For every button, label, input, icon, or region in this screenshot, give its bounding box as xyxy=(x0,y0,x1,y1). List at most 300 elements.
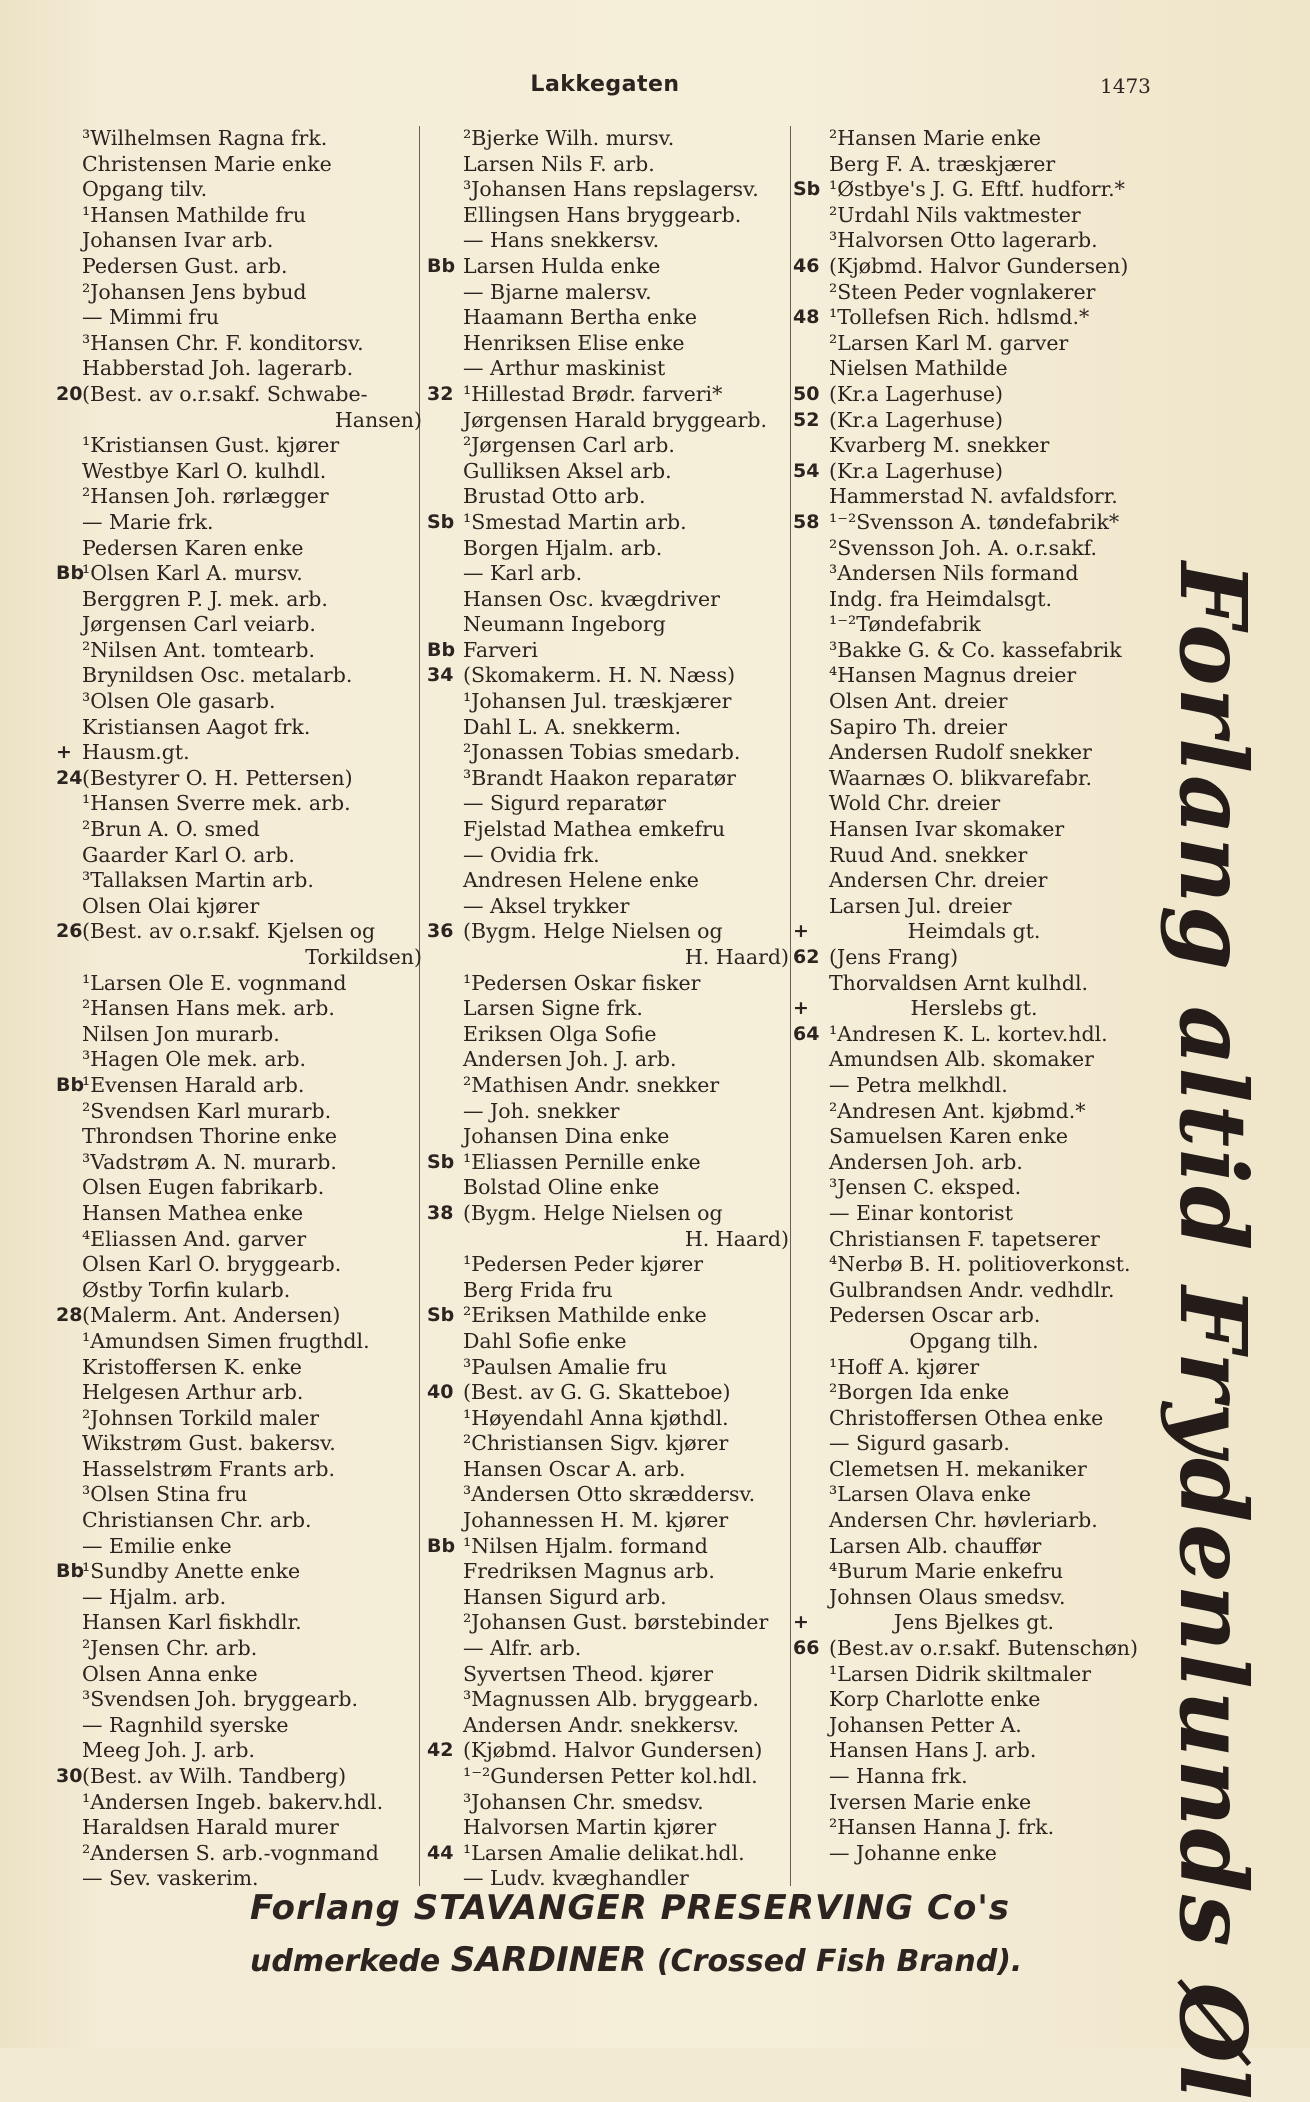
directory-entry xyxy=(56,1227,422,1253)
entry-text: — Karl arb. xyxy=(463,561,583,586)
entry-text: — Ovidia frk. xyxy=(463,842,600,867)
directory-entry xyxy=(793,1508,1155,1534)
entry-text: — Alfr. arb. xyxy=(463,1636,582,1661)
entry-text: Samuelsen Karen enke xyxy=(829,1124,1069,1149)
directory-entry xyxy=(56,1175,422,1201)
vertical-ad-text: Forlang altid Frydenlunds Øl xyxy=(1159,562,1267,2102)
entry-text: ³Olsen Ole gasarb. xyxy=(82,689,276,714)
directory-entry xyxy=(793,408,1155,434)
entry-text: Olsen Eugen fabrikarb. xyxy=(82,1175,325,1200)
entry-text: (Best.av o.r.sakf. Butenschøn) xyxy=(829,1636,1138,1661)
entry-text: ³Vadstrøm A. N. murarb. xyxy=(82,1149,337,1174)
directory-entry xyxy=(56,868,422,894)
entry-text: ³Halvorsen Otto lagerarb. xyxy=(829,228,1098,253)
directory-entry xyxy=(793,1406,1155,1432)
directory-entry xyxy=(793,1303,1155,1329)
directory-entry xyxy=(793,1175,1155,1201)
directory-entry xyxy=(56,791,422,817)
directory-entry xyxy=(793,945,1155,971)
entry-text: Hansen Osc. kvægdriver xyxy=(463,586,720,611)
entry-text: ³Bakke G. & Co. kassefabrik xyxy=(829,637,1122,662)
entry-text: — Sev. vaskerim. xyxy=(82,1866,259,1891)
entry-text: ¹⁻²Tøndefabrik xyxy=(829,612,981,637)
directory-entry xyxy=(427,331,789,357)
directory-entry xyxy=(56,1047,422,1073)
house-number: 54 xyxy=(793,459,820,482)
entry-text: ¹Andersen Ingeb. bakerv.hdl. xyxy=(82,1789,384,1814)
directory-entry xyxy=(427,254,789,280)
entry-text: Fredriksen Magnus arb. xyxy=(463,1559,715,1584)
directory-entry xyxy=(56,177,422,203)
entry-text: ²Hansen Marie enke xyxy=(829,126,1041,150)
directory-entry xyxy=(793,1431,1155,1457)
directory-entry xyxy=(427,280,789,306)
directory-entry xyxy=(427,484,789,510)
entry-text: ²Christiansen Sigv. kjører xyxy=(463,1431,729,1456)
entry-text: Borgen Hjalm. arb. xyxy=(463,535,663,560)
house-number: 36 xyxy=(427,920,454,943)
directory-entry xyxy=(427,1482,789,1508)
entry-text: Jørgensen Harald bryggearb. xyxy=(463,407,768,432)
house-number: 20 xyxy=(56,382,83,405)
directory-entry xyxy=(793,1841,1155,1867)
house-number: 30 xyxy=(56,1765,83,1787)
entry-text: ²Urdahl Nils vaktmester xyxy=(829,202,1081,227)
house-number: 40 xyxy=(427,1381,454,1404)
entry-text: Hansen Hans J. arb. xyxy=(829,1738,1037,1763)
house-number: Bb xyxy=(56,562,85,585)
entry-text: Andersen Rudolf snekker xyxy=(829,740,1092,765)
footer-ad-product: SARDINER xyxy=(450,1940,647,1980)
directory-entry xyxy=(427,843,789,869)
entry-text: — Arthur maskinist xyxy=(463,356,666,381)
entry-text: Farveri xyxy=(463,637,538,662)
directory-entry xyxy=(793,894,1155,920)
directory-entry xyxy=(793,791,1155,817)
directory-entry xyxy=(793,1252,1155,1278)
directory-entry xyxy=(427,638,789,664)
directory-entry xyxy=(56,1636,422,1662)
entry-text: Hammerstad N. avfaldsforr. xyxy=(829,484,1118,509)
entry-text: ⁴Nerbø B. H. politioverkonst. xyxy=(829,1252,1131,1277)
footer-ad-line-1: Forlang STAVANGER PRESERVING Co's xyxy=(250,1888,1010,1928)
entry-text: ¹Johansen Jul. træskjærer xyxy=(463,689,732,714)
entry-text: Dahl L. A. snekkerm. xyxy=(463,714,682,739)
entry-text: ¹Hansen Sverre mek. arb. xyxy=(82,791,351,816)
house-number: 52 xyxy=(793,408,820,431)
directory-entry xyxy=(427,1252,789,1278)
entry-text: (Kr.a Lagerhuse) xyxy=(829,458,1004,483)
directory-entry xyxy=(56,1252,422,1278)
entry-text: Larsen Signe frk. xyxy=(463,996,643,1021)
directory-entry xyxy=(56,408,422,434)
house-number: Bb xyxy=(427,638,456,661)
directory-entry xyxy=(793,536,1155,562)
entry-text: ²Andersen S. arb.-vognmand xyxy=(82,1840,379,1865)
entry-text: Sapiro Th. dreier xyxy=(829,714,1008,739)
entry-text: — Johanne enke xyxy=(829,1840,997,1865)
directory-entry xyxy=(56,356,422,382)
directory-entry xyxy=(427,152,789,178)
entry-text: ²Hansen Hans mek. arb. xyxy=(82,996,335,1021)
entry-text: Johannessen H. M. kjører xyxy=(463,1508,729,1533)
entry-text: (Kjøbmd. Halvor Gundersen) xyxy=(463,1738,763,1763)
directory-entry xyxy=(427,1636,789,1662)
entry-text: Kvarberg M. snekker xyxy=(829,433,1050,458)
entry-text: Halvorsen Martin kjører xyxy=(463,1815,717,1840)
entry-text: Iversen Marie enke xyxy=(829,1789,1032,1814)
directory-entry xyxy=(793,1380,1155,1406)
directory-entry xyxy=(427,1380,789,1406)
entry-text: ²Johnsen Torkild maler xyxy=(82,1405,320,1430)
entry-text: (Bygm. Helge Nielsen og xyxy=(463,1200,723,1225)
house-number: 58 xyxy=(793,510,820,533)
entry-text: Torkildsen) xyxy=(305,945,422,969)
entry-text: ²Nilsen Ant. tomtearb. xyxy=(82,637,315,662)
entry-text: Gulliksen Aksel arb. xyxy=(463,458,672,483)
directory-entry xyxy=(793,1201,1155,1227)
entry-text: ¹Hoff A. kjører xyxy=(829,1354,980,1379)
entry-text: Opgang tilv. xyxy=(82,177,208,202)
directory-entry xyxy=(793,1815,1155,1841)
directory-entry xyxy=(56,689,422,715)
entry-text: Johnsen Olaus smedsv. xyxy=(829,1584,1066,1609)
directory-entry xyxy=(427,1124,789,1150)
directory-entry xyxy=(427,459,789,485)
entry-text: Hansen Karl fiskhdlr. xyxy=(82,1610,302,1635)
entry-text: ²Mathisen Andr. snekker xyxy=(463,1072,720,1097)
directory-entry xyxy=(793,1227,1155,1253)
entry-text: Nilsen Jon murarb. xyxy=(82,1021,280,1046)
entry-text: ¹Østbye's J. G. Eftf. hudforr.* xyxy=(829,177,1125,202)
directory-entry xyxy=(427,536,789,562)
entry-text: Pedersen Gust. arb. xyxy=(82,253,288,278)
entry-text: Dahl Sofie enke xyxy=(463,1328,627,1353)
entry-text: Hansen) xyxy=(334,407,422,432)
directory-entry xyxy=(427,561,789,587)
entry-text: ³Magnussen Alb. bryggearb. xyxy=(463,1687,759,1712)
house-number: 42 xyxy=(427,1739,454,1762)
entry-text: Brynildsen Osc. metalarb. xyxy=(82,663,353,688)
directory-entry xyxy=(793,843,1155,869)
directory-entry xyxy=(427,228,789,254)
house-number: 48 xyxy=(793,306,820,329)
entry-text: Korp Charlotte enke xyxy=(829,1687,1041,1712)
entry-text: ²Steen Peder vognlakerer xyxy=(829,279,1096,304)
footer-ad-prefix: udmerkede xyxy=(250,1944,441,1979)
entry-text: Throndsen Thorine enke xyxy=(82,1124,338,1149)
entry-text: Bolstad Oline enke xyxy=(463,1175,660,1200)
house-number: 62 xyxy=(793,946,820,968)
directory-entry xyxy=(56,1687,422,1713)
entry-text: Hansen Mathea enke xyxy=(82,1200,304,1225)
entry-text: Olsen Olai kjører xyxy=(82,893,260,918)
directory-entry xyxy=(427,1201,789,1227)
entry-text: ¹⁻²Svensson A. tøndefabrik* xyxy=(829,509,1120,534)
directory-entry xyxy=(427,1457,789,1483)
entry-text: Hasselstrøm Frants arb. xyxy=(82,1456,336,1481)
directory-entry xyxy=(427,1278,789,1304)
entry-text: Wikstrøm Gust. bakersv. xyxy=(82,1431,336,1456)
directory-entry xyxy=(793,433,1155,459)
directory-entry xyxy=(427,612,789,638)
entry-text: — Petra melkhdl. xyxy=(829,1072,1008,1097)
column-1 xyxy=(56,126,422,1892)
directory-entry xyxy=(56,587,422,613)
entry-text: ²Jensen Chr. arb. xyxy=(82,1636,258,1661)
entry-text: Andersen Andr. snekkersv. xyxy=(463,1712,739,1737)
house-number: Bb xyxy=(56,1560,85,1583)
entry-text: (Bestyrer O. H. Pettersen) xyxy=(82,765,353,790)
directory-entry xyxy=(56,1073,422,1099)
entry-text: — Aksel trykker xyxy=(463,893,630,918)
entry-text: Christiansen Chr. arb. xyxy=(82,1508,312,1533)
directory-entry xyxy=(56,919,422,945)
directory-entry xyxy=(793,1764,1155,1790)
entry-text: ¹Kristiansen Gust. kjører xyxy=(82,433,340,458)
entry-text: Østby Torfin kularb. xyxy=(82,1277,291,1302)
directory-entry xyxy=(56,254,422,280)
directory-entry xyxy=(793,1073,1155,1099)
directory-entry xyxy=(56,1457,422,1483)
directory-entry xyxy=(56,740,422,766)
entry-text: — Emilie enke xyxy=(82,1533,232,1558)
house-number: 38 xyxy=(427,1201,454,1224)
entry-text: — Sigurd gasarb. xyxy=(829,1431,1010,1456)
directory-entry xyxy=(56,126,422,152)
directory-entry xyxy=(793,356,1155,382)
entry-text: — Ludv. kvæghandler xyxy=(463,1866,689,1891)
entry-text: Eriksen Olga Sofie xyxy=(463,1021,657,1046)
house-number: 44 xyxy=(427,1841,454,1864)
entry-text: Haraldsen Harald murer xyxy=(82,1815,339,1840)
directory-entry xyxy=(793,612,1155,638)
entry-text: Larsen Nils F. arb. xyxy=(463,151,655,176)
entry-text: ¹Høyendahl Anna kjøthdl. xyxy=(463,1405,729,1430)
entry-text: — Mimmi fru xyxy=(82,305,220,330)
directory-entry xyxy=(56,1278,422,1304)
entry-text: Henriksen Elise enke xyxy=(463,330,685,355)
entry-text: Meeg Joh. J. arb. xyxy=(82,1738,256,1763)
entry-text: ²Bjerke Wilh. mursv. xyxy=(463,126,675,150)
directory-entry xyxy=(793,740,1155,766)
directory-entry xyxy=(793,1099,1155,1125)
directory-entry xyxy=(56,1610,422,1636)
directory-entry xyxy=(793,663,1155,689)
directory-entry xyxy=(793,331,1155,357)
entry-text: ³Tallaksen Martin arb. xyxy=(82,868,314,893)
directory-entry xyxy=(56,1764,422,1790)
entry-text: H. Haard) xyxy=(684,945,789,969)
entry-text: (Skomakerm. H. N. Næss) xyxy=(463,663,736,688)
directory-entry xyxy=(793,1047,1155,1073)
entry-text: ¹Hillestad Brødr. farveri* xyxy=(463,381,723,406)
entry-text: ²Brun A. O. smed xyxy=(82,817,260,842)
house-number: 50 xyxy=(793,382,820,405)
directory-entry xyxy=(793,126,1155,152)
entry-text: ³Hansen Chr. F. konditorsv. xyxy=(82,330,364,355)
directory-entry xyxy=(56,1790,422,1816)
entry-text: ¹Tollefsen Rich. hdlsmd.* xyxy=(829,305,1090,330)
directory-entry xyxy=(56,766,422,792)
directory-entry xyxy=(427,382,789,408)
entry-text: Nielsen Mathilde xyxy=(829,356,1008,381)
directory-entry xyxy=(56,280,422,306)
entry-text: Andersen Chr. høvleriarb. xyxy=(829,1508,1098,1533)
directory-entry xyxy=(56,1662,422,1688)
entry-text: Ellingsen Hans bryggearb. xyxy=(463,202,742,227)
directory-entry xyxy=(427,996,789,1022)
directory-entry xyxy=(427,919,789,945)
entry-text: ²Andresen Ant. kjøbmd.* xyxy=(829,1098,1086,1123)
entry-text: — Hanna frk. xyxy=(829,1764,968,1788)
directory-entry xyxy=(56,945,422,971)
entry-text: Wold Chr. dreier xyxy=(829,791,1001,816)
directory-entry xyxy=(793,919,1155,945)
directory-entry xyxy=(427,766,789,792)
entry-text: ¹Pedersen Oskar fisker xyxy=(463,970,701,995)
directory-entry xyxy=(793,587,1155,613)
directory-entry xyxy=(427,1662,789,1688)
directory-entry xyxy=(427,1175,789,1201)
entry-text: — Hjalm. arb. xyxy=(82,1584,227,1609)
directory-entry xyxy=(56,612,422,638)
directory-entry xyxy=(56,1150,422,1176)
directory-entry xyxy=(56,1713,422,1739)
entry-text: ³Paulsen Amalie fru xyxy=(463,1354,668,1379)
entry-text: ¹Evensen Harald arb. xyxy=(82,1072,305,1097)
entry-text: Gulbrandsen Andr. vedhdlr. xyxy=(829,1277,1115,1302)
directory-entry xyxy=(427,1355,789,1381)
entry-text: Herslebs gt. xyxy=(910,996,1038,1021)
directory-entry xyxy=(427,305,789,331)
directory-entry xyxy=(793,868,1155,894)
entry-text: (Best. av G. G. Skatteboe) xyxy=(463,1380,731,1405)
entry-text: (Best. av o.r.sakf. Schwabe- xyxy=(82,381,368,406)
directory-entry xyxy=(793,1482,1155,1508)
house-number: 46 xyxy=(793,254,820,277)
directory-entry xyxy=(427,1815,789,1841)
vertical-advertisement xyxy=(1138,508,1267,2102)
column-3 xyxy=(793,126,1155,1866)
directory-entry xyxy=(793,1329,1155,1355)
directory-entry xyxy=(56,1355,422,1381)
directory-entry xyxy=(427,817,789,843)
directory-entry xyxy=(427,1610,789,1636)
directory-entry xyxy=(793,1585,1155,1611)
directory-entry xyxy=(427,587,789,613)
entry-text: Hausm.gt. xyxy=(82,740,190,765)
directory-entry xyxy=(427,791,789,817)
directory-entry xyxy=(56,1022,422,1048)
directory-entry xyxy=(56,843,422,869)
directory-entry xyxy=(427,203,789,229)
directory-entry xyxy=(427,1150,789,1176)
entry-text: Hansen Oscar A. arb. xyxy=(463,1456,686,1481)
house-number: Bb xyxy=(56,1073,85,1096)
directory-entry xyxy=(793,1713,1155,1739)
entry-text: Larsen Jul. dreier xyxy=(829,893,1012,918)
directory-entry xyxy=(56,1329,422,1355)
footer-ad-suffix: (Crossed Fish Brand). xyxy=(656,1944,1023,1979)
entry-text: Haamann Bertha enke xyxy=(463,305,697,330)
directory-entry xyxy=(427,715,789,741)
directory-entry xyxy=(793,766,1155,792)
directory-entry xyxy=(56,1380,422,1406)
cross-street-marker: + xyxy=(56,741,72,764)
entry-text: Fjelstad Mathea emkefru xyxy=(463,817,726,842)
directory-entry xyxy=(427,868,789,894)
entry-text: Kristoffersen K. enke xyxy=(82,1354,302,1379)
entry-text: — Joh. snekker xyxy=(463,1098,620,1123)
directory-entry xyxy=(427,663,789,689)
directory-entry xyxy=(793,689,1155,715)
entry-text: Christensen Marie enke xyxy=(82,151,332,176)
directory-entry xyxy=(427,1406,789,1432)
house-number: 66 xyxy=(793,1637,820,1660)
directory-entry xyxy=(56,1841,422,1867)
directory-entry xyxy=(793,1738,1155,1764)
entry-text: ³Olsen Stina fru xyxy=(82,1482,248,1507)
entry-text: ³Larsen Olava enke xyxy=(829,1482,1032,1507)
directory-entry xyxy=(793,1355,1155,1381)
footer-ad-line-2 xyxy=(250,1940,1050,1980)
directory-entry xyxy=(56,510,422,536)
entry-text: ¹Pedersen Peder kjører xyxy=(463,1252,704,1277)
directory-entry xyxy=(56,894,422,920)
entry-text: ¹Olsen Karl A. mursv. xyxy=(82,561,303,586)
directory-entry xyxy=(56,536,422,562)
entry-text: Kristiansen Aagot frk. xyxy=(82,714,311,739)
directory-entry xyxy=(56,1585,422,1611)
directory-entry xyxy=(56,1559,422,1585)
directory-entry xyxy=(793,1022,1155,1048)
directory-entry xyxy=(427,1738,789,1764)
directory-entry xyxy=(56,638,422,664)
directory-entry xyxy=(56,971,422,997)
column-divider xyxy=(790,126,791,1886)
directory-entry xyxy=(427,1073,789,1099)
directory-entry xyxy=(793,1610,1155,1636)
house-number: Sb xyxy=(427,1304,455,1327)
entry-text: ³Brandt Haakon reparatør xyxy=(463,765,736,790)
entry-text: ²Hansen Hanna J. frk. xyxy=(829,1815,1055,1840)
entry-text: ³Johansen Chr. smedsv. xyxy=(463,1789,704,1814)
entry-text: ⁴Burum Marie enkefru xyxy=(829,1559,1064,1584)
entry-text: Helgesen Arthur arb. xyxy=(82,1380,304,1405)
entry-text: Jørgensen Carl veiarb. xyxy=(82,612,316,637)
entry-text: ²Hansen Joh. rørlægger xyxy=(82,484,329,509)
entry-text: Berg Frida fru xyxy=(463,1277,613,1302)
entry-text: (Kr.a Lagerhuse) xyxy=(829,381,1004,406)
directory-entry xyxy=(793,1278,1155,1304)
entry-text: Heimdals gt. xyxy=(907,919,1041,944)
directory-entry xyxy=(793,305,1155,331)
entry-text: ⁴Hansen Magnus dreier xyxy=(829,663,1077,688)
directory-entry xyxy=(427,740,789,766)
entry-text: Thorvaldsen Arnt kulhdl. xyxy=(829,970,1089,995)
directory-entry xyxy=(56,484,422,510)
entry-text: Ruud And. snekker xyxy=(829,842,1028,867)
directory-entry xyxy=(793,1534,1155,1560)
directory-entry xyxy=(427,1790,789,1816)
directory-entry xyxy=(793,971,1155,997)
entry-text: ³Andersen Otto skræddersv. xyxy=(463,1482,756,1507)
entry-text: ³Wilhelmsen Ragna frk. xyxy=(82,126,328,150)
entry-text: (Bygm. Helge Nielsen og xyxy=(463,919,723,944)
house-number: Sb xyxy=(427,510,455,533)
entry-text: ³Jensen C. eksped. xyxy=(829,1175,1022,1200)
